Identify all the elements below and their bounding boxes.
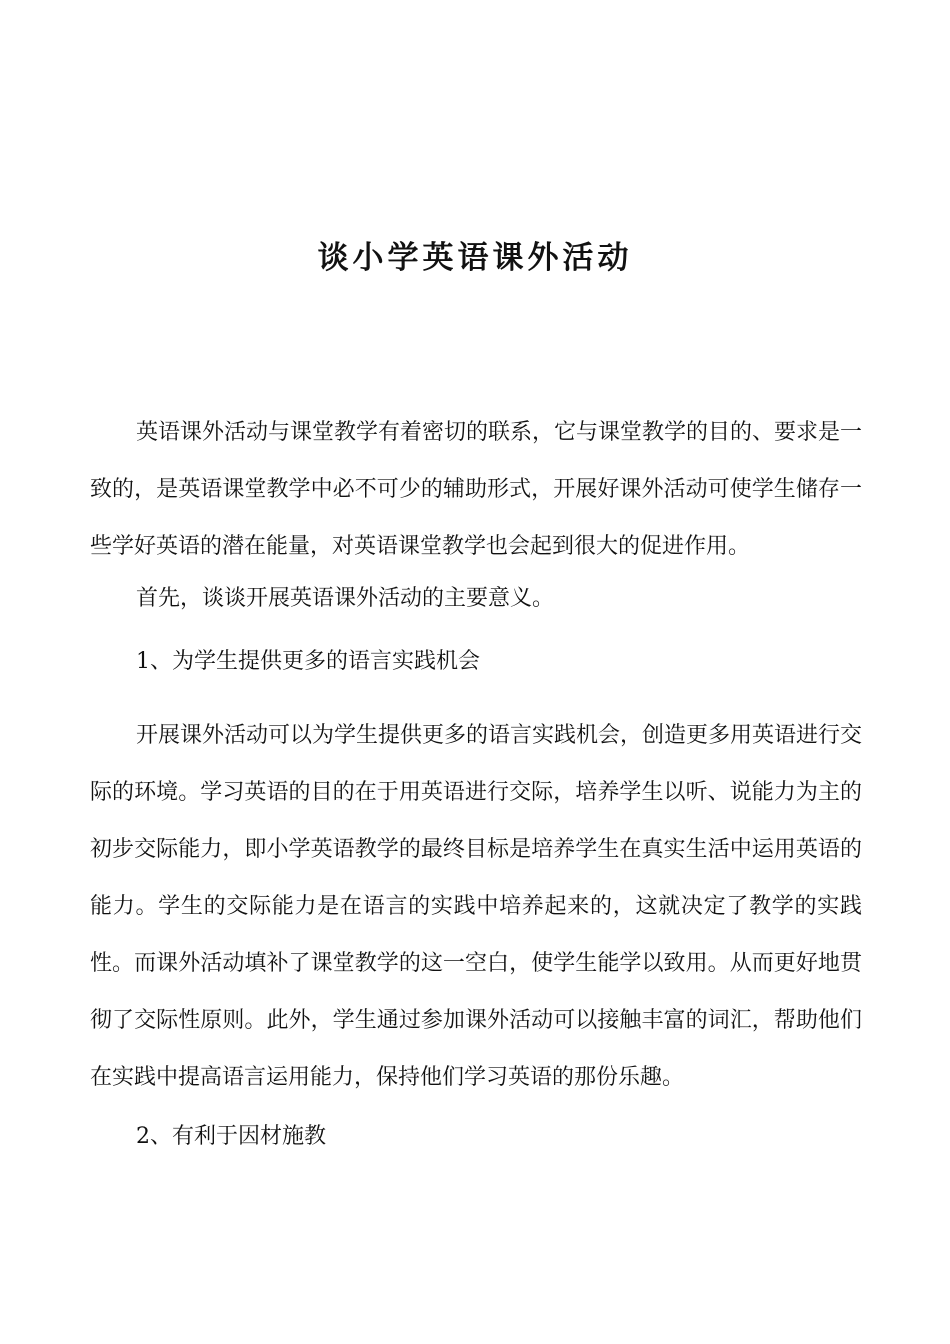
first-line: 首先，谈谈开展英语课外活动的主要意义。 (136, 586, 555, 611)
section-heading-1: 1、为学生提供更多的语言实践机会 (136, 649, 480, 674)
section-heading-2: 2、有利于因材施教 (136, 1124, 326, 1149)
intro-paragraph: 英语课外活动与课堂教学有着密切的联系，它与课堂教学的目的、要求是一致的，是英语课堂教学中必不可少的辅助形式，开展好课外活动可使学生储存一些学好英语的潜在能量，对英语课堂教学也会起到很大的促进作用。 (90, 420, 863, 559)
section-1-paragraph: 开展课外活动可以为学生提供更多的语言实践机会，创造更多用英语进行交际的环境。学习英语的目的在于用英语进行交际，培养学生以听、说能力为主的初步交际能力，即小学英语教学的最终目标是培养学生在真实生活中运用英语的能力。学生的交际能力是在语言的实践中培养起来的，这就决定了教学的实践性。而课外活动填补了课堂教学的这一空白，使学生能学以致用。从而更好地贯彻了交际性原则。此外，学生通过参加课外活动可以接触丰富的词汇，帮助他们在实践中提高语言运用能力，保持他们学习英语的那份乐趣。 (90, 723, 863, 1090)
document-title: 谈小学英语课外活动 (317, 240, 633, 276)
